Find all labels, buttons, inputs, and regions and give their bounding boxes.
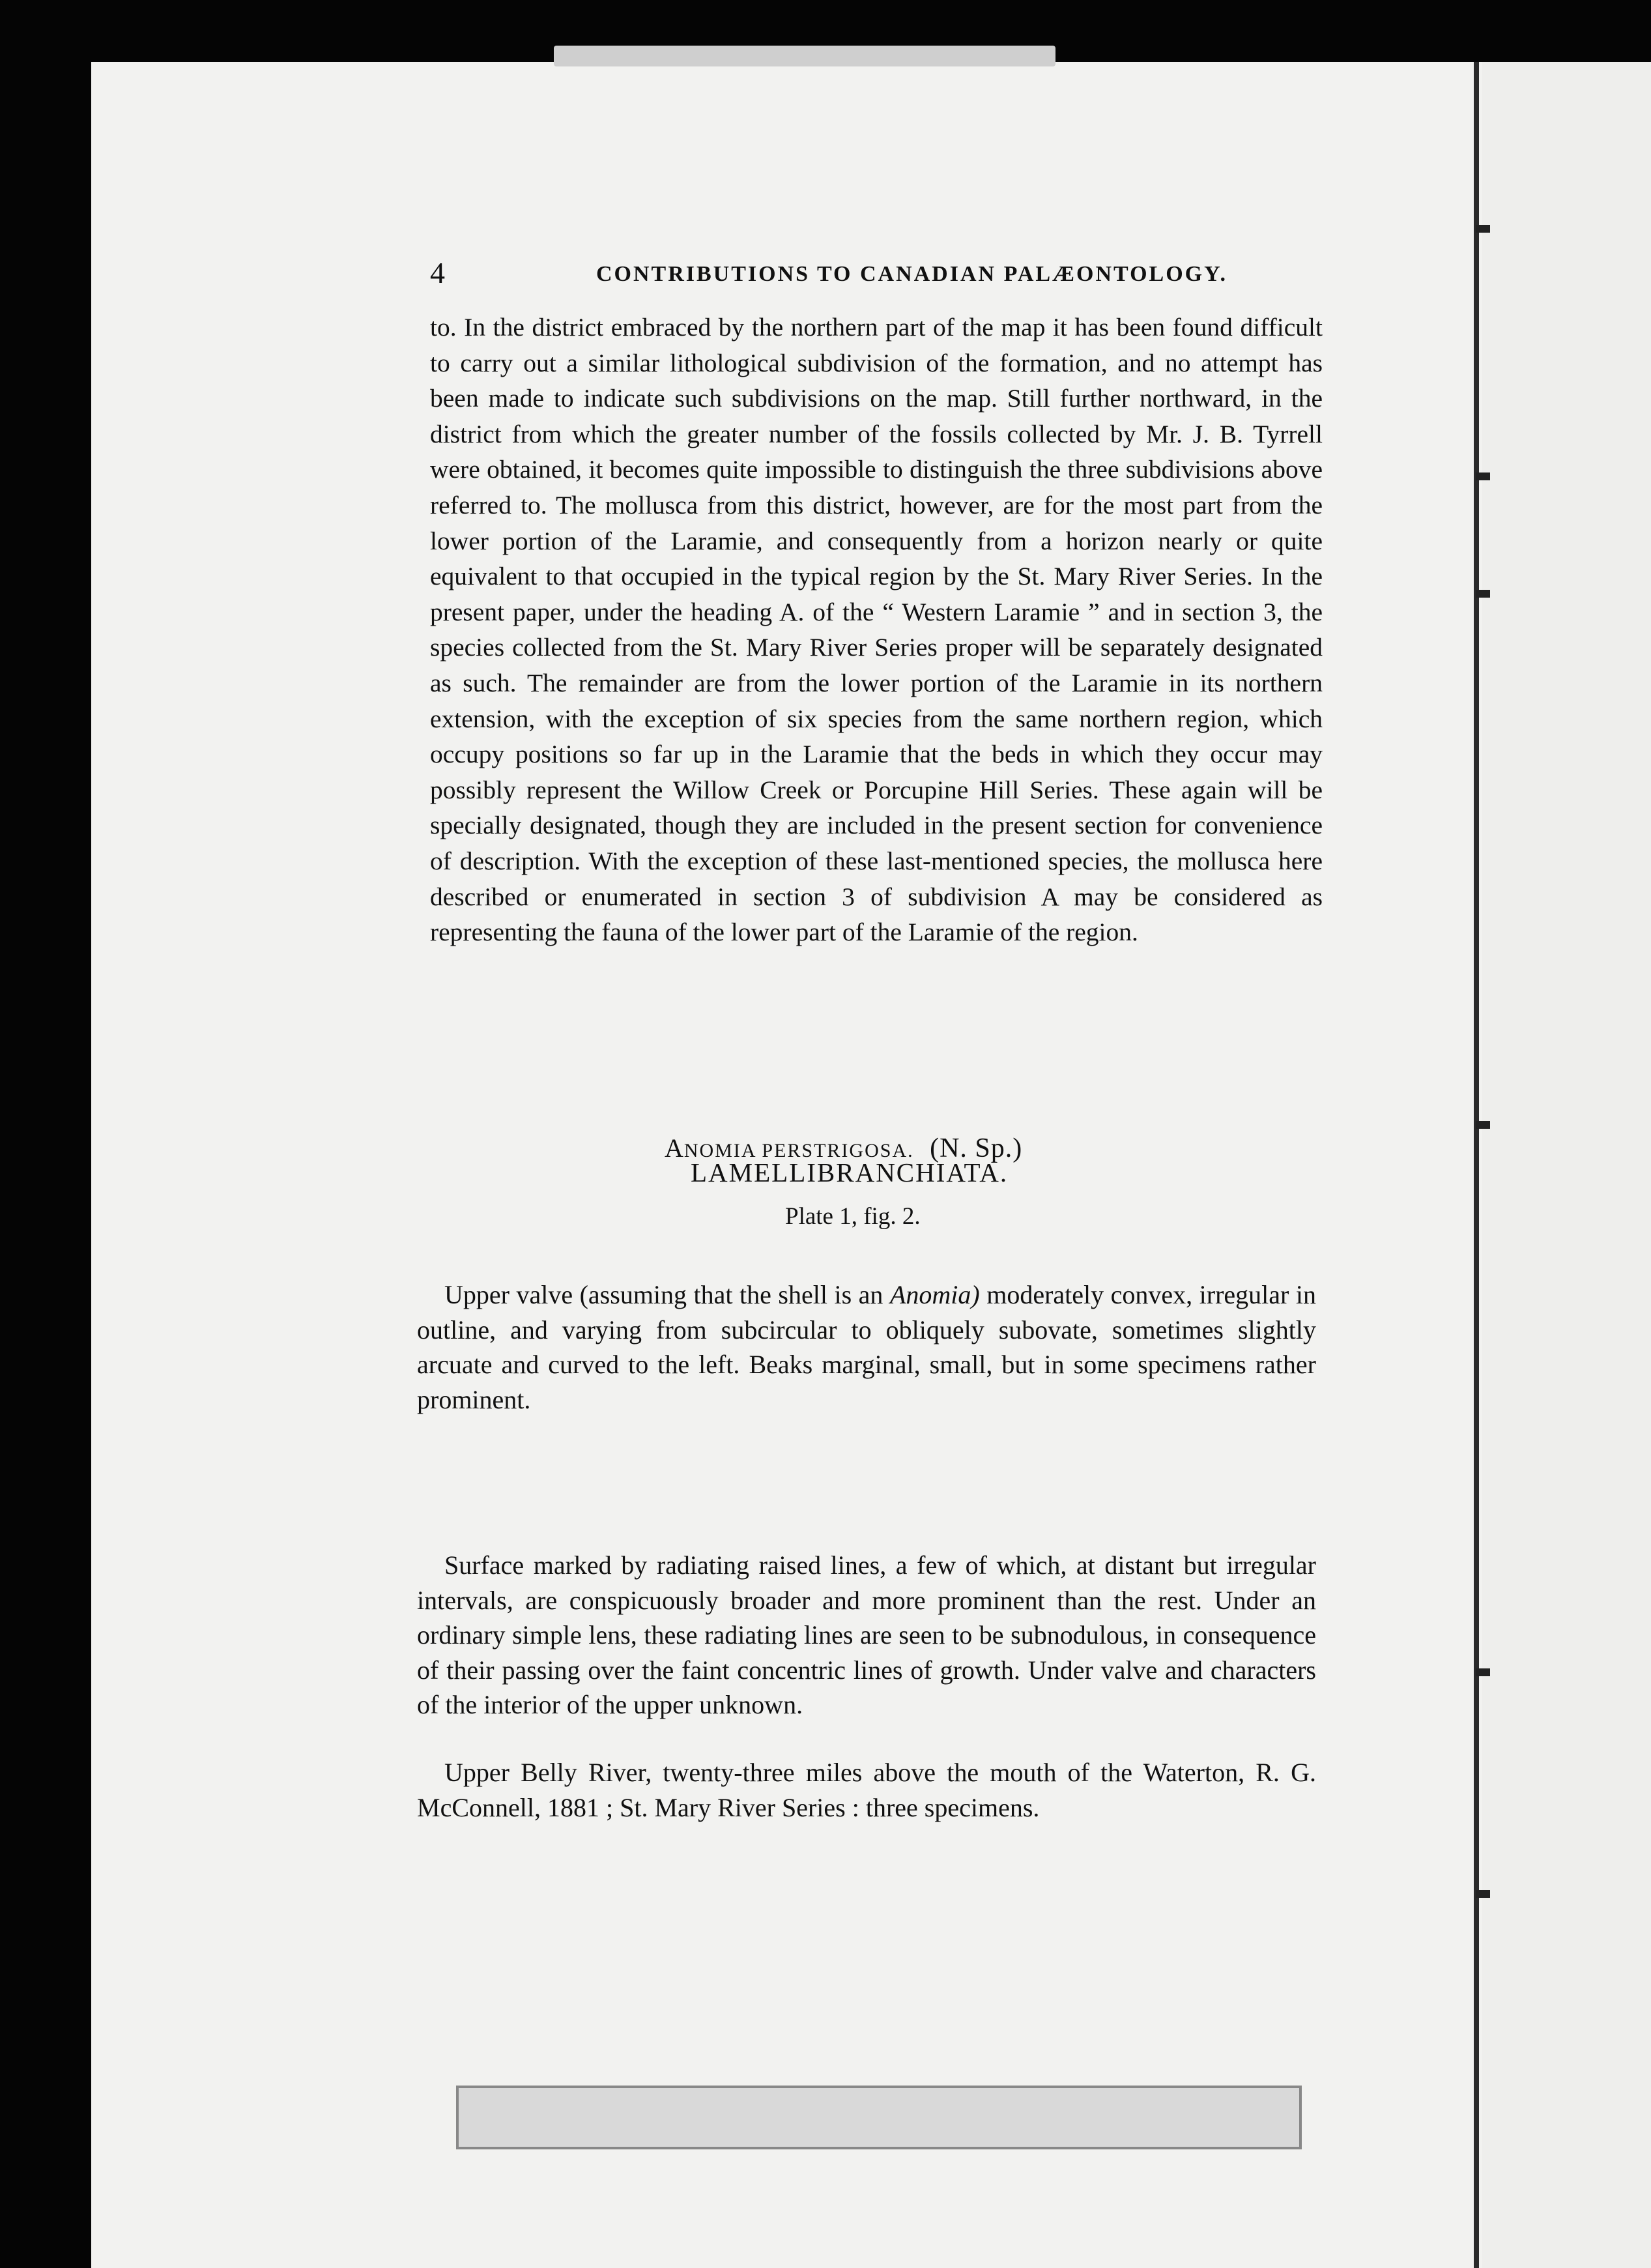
binding-mark [1476, 472, 1490, 480]
top-page-tab [554, 46, 1055, 66]
body-paragraph: to. In the district embraced by the northern part of the map it has been found difficult to carry out a similar lithological subdivision of the formation, and no attempt has been made to indicate such subdivisions on the map. Still further northward, in the district from which the greater number of the fossils collected by Mr. J. B. Tyrrell were obtained, it becomes quite impossible to distinguish the three subdivisions above referred to. The mollusca from this district, however, are for the most part from the lower portion of the Laramie, and consequently from a horizon nearly or quite equivalent to that occupied in the typical region by the St. Mary River Series. In the present paper, under the heading A. of the “ Western Laramie ” and in section 3, the species collected from the St. Mary River Series proper will be separately designated as such. The remainder are from the lower portion of the Laramie in its northern extension, with the exception of six species from the same northern region, which occupy positions so far up in the Laramie that the beds in which they occur may possibly represent the Willow Creek or Porcupine Hill Series. These again will be specially designated, though they are included in the present section for convenience of description. With the exception of these last-mentioned species, the mollusca here described or enumerated in section 3 of subdivision A may be considered as representing the fauna of the lower part of the Laramie of the region. [430, 313, 1323, 947]
binding-mark [1476, 225, 1490, 233]
description-paragraph-1 [417, 1277, 1316, 1417]
locality-paragraph: Upper Belly River, twenty-three miles above the mouth of the Waterton, R. G. McConnell, 1881 ; St. Mary River Series : three specimens. [417, 1758, 1316, 1822]
binding-mark [1476, 1121, 1490, 1129]
facing-page-edge [1482, 62, 1651, 2268]
binding-mark [1476, 590, 1490, 598]
page-number: 4 [430, 256, 445, 289]
species-heading [665, 1133, 1022, 1164]
description-text: Upper valve (assuming that the shell is an [444, 1280, 890, 1309]
running-title: CONTRIBUTIONS TO CANADIAN PALÆONTOLOGY. [596, 262, 1228, 286]
species-name-initial: A [665, 1133, 684, 1163]
description-text: moderately convex, irregular in outline, and varying from subcircular to obliquely subovate, sometimes slightly arcuate and curved to the left. Beaks marginal, small, but in some specimens rather prominent. [417, 1280, 1316, 1414]
description-paragraph-2: Surface marked by radiating raised lines, a few of which, at distant but irregular intervals, are conspicuously broader and more prominent than the rest. Under an ordinary simple lens, these radiating lines are seen to be subnodulous, in consequence of their passing over the faint concentric lines of growth. Under valve and characters of the interior of the upper unknown. [417, 1550, 1316, 1719]
page-gutter [1474, 62, 1479, 2268]
plate-reference: Plate 1, fig. 2. [785, 1203, 921, 1230]
species-status: (N. Sp.) [930, 1133, 1023, 1163]
species-name: NOMIA PERSTRIGOSA. [683, 1140, 914, 1161]
binding-mark [1476, 1890, 1490, 1898]
bottom-page-tab [456, 2086, 1302, 2149]
section-heading: LAMELLIBRANCHIATA. [691, 1157, 1009, 1187]
genus-name: Anomia) [889, 1280, 980, 1309]
binding-mark [1476, 1668, 1490, 1676]
